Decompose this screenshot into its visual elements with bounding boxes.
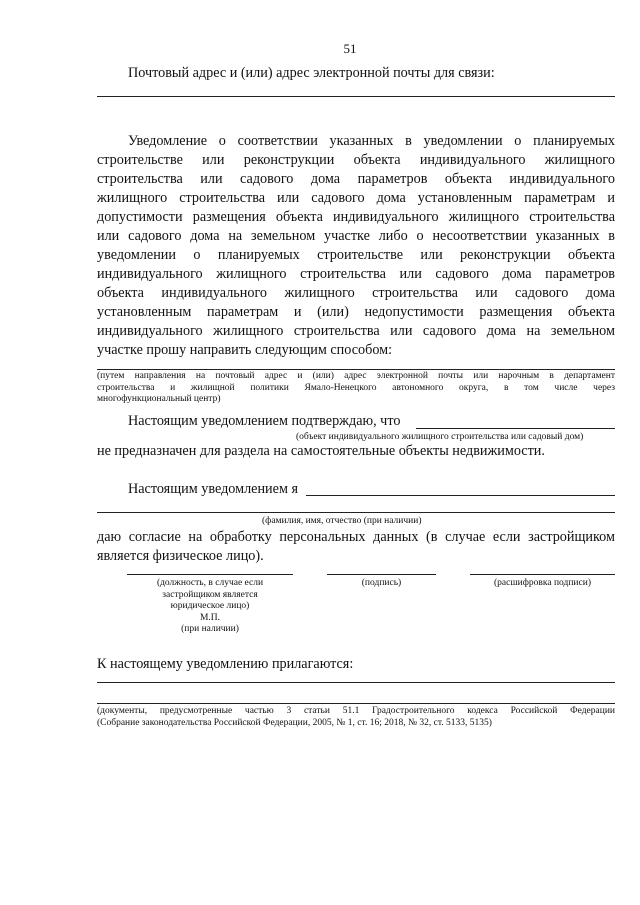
- notice-line: индивидуального жилищного строительства или садового дома параметров: [97, 266, 615, 282]
- object-type-input-line[interactable]: [416, 428, 615, 429]
- signature-input-line[interactable]: [327, 574, 436, 575]
- position-input-line[interactable]: [127, 574, 293, 575]
- notice-line: уведомлении о планируемых строительстве или реконструкции объекта: [97, 247, 615, 263]
- signature-decoding-caption: (расшифровка подписи): [494, 578, 591, 588]
- notice-paragraph: [97, 132, 615, 360]
- stamp-label: М.П.: [199, 612, 221, 623]
- signature-caption: (подпись): [361, 578, 402, 588]
- documents-note: [97, 706, 615, 729]
- position-caption-line: (при наличии): [181, 624, 239, 634]
- consent-text: [97, 528, 615, 566]
- attachments-input-line-1[interactable]: [97, 682, 615, 683]
- delivery-note-line: строительства и жилищной политики Ямало-Ненецкого автономного округа, в том числе через: [97, 382, 615, 393]
- documents-note-line: (документы, предусмотренные частью 3 статьи 51.1 Градостроительного кодекса Российской Федерации: [97, 706, 615, 716]
- attachments-input-line-2[interactable]: [97, 703, 615, 704]
- delivery-note-line: многофункциональный центр): [97, 394, 221, 404]
- position-caption-line: юридическое лицо): [170, 601, 250, 611]
- page-number: 51: [343, 41, 357, 56]
- full-name-caption: (фамилия, имя, отчество (при наличии): [262, 516, 422, 526]
- contact-label: Почтовый адрес и (или) адрес электронной почты для связи:: [128, 65, 495, 81]
- object-type-caption: (объект индивидуального жилищного строительства или садовый дом): [296, 432, 584, 442]
- notice-line: строительстве или реконструкции объекта индивидуального жилищного: [97, 152, 615, 168]
- notice-line: жилищного строительства или садового дома установленным параметрам и: [97, 190, 615, 206]
- consent-line: даю согласие на обработку персональных данных (в случае если застройщиком: [97, 529, 615, 545]
- consent-line: является физическое лицо).: [97, 548, 264, 564]
- delivery-note: [97, 371, 615, 406]
- position-caption-line: (должность, в случае если: [156, 578, 264, 588]
- position-caption-line: застройщиком является: [162, 589, 258, 600]
- position-caption: [127, 578, 293, 636]
- attachments-label: К настоящему уведомлению прилагаются:: [97, 656, 354, 672]
- notice-line: или садового дома на земельном участке либо о несоответствии указанных в: [97, 228, 615, 244]
- notice-line: допустимости размещения объекта индивидуального жилищного строительства: [97, 209, 615, 225]
- notice-line: объекта индивидуального жилищного строительства или садового дома: [97, 285, 615, 301]
- notice-line: строительства или садового дома параметров объекта индивидуального: [97, 171, 615, 187]
- delivery-method-input-line[interactable]: [97, 369, 615, 370]
- delivery-note-line: (путем направления на почтовый адрес и (или) адрес электронной почты или нарочным в департамент: [97, 371, 615, 381]
- full-name-input-line-1[interactable]: [306, 495, 615, 496]
- consent-prefix: Настоящим уведомлением я: [128, 481, 298, 497]
- notice-line: Уведомление о соответствии указанных в уведомлении о планируемых: [128, 133, 615, 149]
- confirm-suffix: не предназначен для раздела на самостоятельные объекты недвижимости.: [97, 443, 545, 459]
- documents-note-line: (Собрание законодательства Российской Федерации, 2005, № 1, ст. 16; 2018, № 32, ст. 5133, 5135): [97, 717, 492, 728]
- signature-decoding-input-line[interactable]: [470, 574, 615, 575]
- notice-line: участке прошу направить следующим способом:: [97, 342, 393, 358]
- full-name-input-line-2[interactable]: [97, 512, 615, 513]
- confirm-prefix: Настоящим уведомлением подтверждаю, что: [128, 413, 401, 429]
- notice-line: индивидуального жилищного строительства или садового дома на земельном: [97, 323, 615, 339]
- contact-input-line[interactable]: [97, 96, 615, 97]
- notice-line: установленным параметрам и (или) недопустимости размещения объекта: [97, 304, 615, 320]
